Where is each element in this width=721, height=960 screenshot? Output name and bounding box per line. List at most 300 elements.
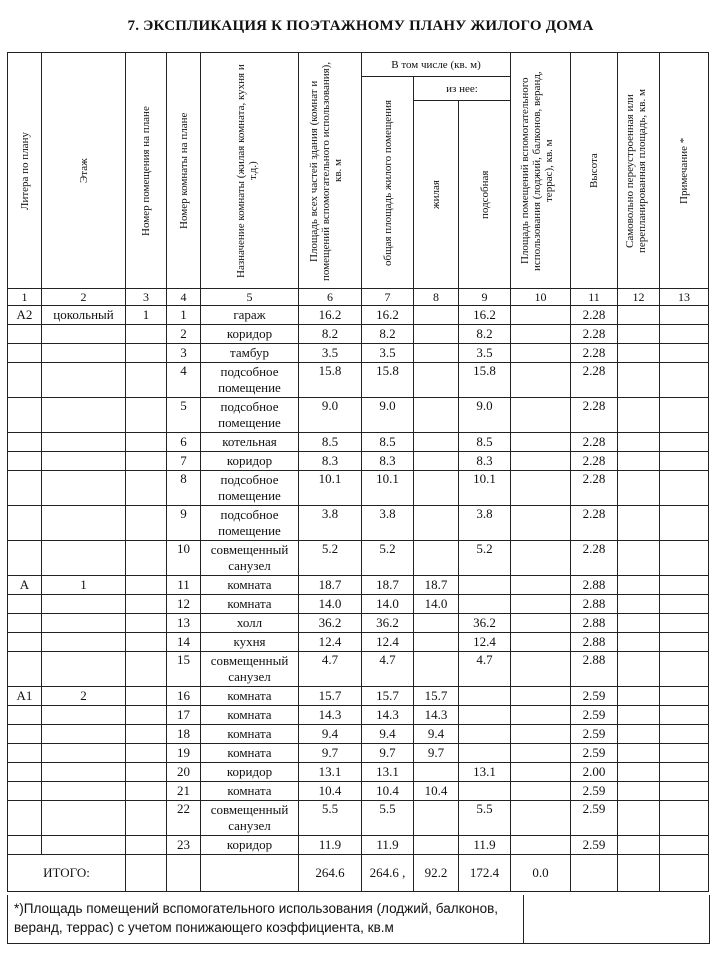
cell-floor: 2 <box>42 687 126 706</box>
table-row <box>8 614 709 633</box>
column-number: 12 <box>618 289 660 306</box>
cell-aux-use <box>511 452 571 471</box>
cell-purpose: комната <box>201 725 299 744</box>
cell-room-no: 6 <box>167 433 201 452</box>
header-liter: Литера по плану <box>8 53 42 289</box>
cell-living <box>414 506 459 541</box>
totals-area: 264.6 <box>299 855 362 892</box>
cell-liter: А2 <box>8 306 42 325</box>
cell-height: 2.59 <box>571 801 618 836</box>
cell-floor <box>42 325 126 344</box>
cell-purpose: подсобное помещение <box>201 398 299 433</box>
cell-floor <box>42 471 126 506</box>
cell-room-no: 2 <box>167 325 201 344</box>
cell-aux-use <box>511 344 571 363</box>
column-number: 10 <box>511 289 571 306</box>
table-row <box>8 687 709 706</box>
cell-floor <box>42 595 126 614</box>
cell-unauthorized <box>618 744 660 763</box>
cell-total-area: 12.4 <box>362 633 414 652</box>
column-number: 9 <box>459 289 511 306</box>
cell-liter <box>8 706 42 725</box>
cell-aux-use <box>511 633 571 652</box>
cell-purpose: холл <box>201 614 299 633</box>
cell-area: 12.4 <box>299 633 362 652</box>
cell-premises-no <box>126 652 167 687</box>
cell-height: 2.00 <box>571 763 618 782</box>
explication-table <box>7 52 709 892</box>
column-number: 6 <box>299 289 362 306</box>
cell-note <box>660 363 709 398</box>
cell-premises-no <box>126 633 167 652</box>
cell-purpose: комната <box>201 782 299 801</box>
cell-area: 8.3 <box>299 452 362 471</box>
cell-auxiliary <box>459 706 511 725</box>
cell-total-area: 9.0 <box>362 398 414 433</box>
cell-premises-no <box>126 576 167 595</box>
cell-unauthorized <box>618 836 660 855</box>
cell-liter: А <box>8 576 42 595</box>
cell-total-area: 9.7 <box>362 744 414 763</box>
header-auxiliary: подсобная <box>459 101 511 289</box>
table-row <box>8 595 709 614</box>
table-row <box>8 325 709 344</box>
cell-premises-no <box>126 725 167 744</box>
cell-living: 10.4 <box>414 782 459 801</box>
cell-aux-use <box>511 433 571 452</box>
cell-room-no: 18 <box>167 725 201 744</box>
cell-area: 5.5 <box>299 801 362 836</box>
table-row <box>8 433 709 452</box>
cell-floor <box>42 706 126 725</box>
cell-area: 3.5 <box>299 344 362 363</box>
cell-total-area: 5.5 <box>362 801 414 836</box>
cell-height: 2.59 <box>571 744 618 763</box>
footnote: *)Площадь помещений вспомогательного использования (лоджий, балконов, веранд, террас) с учетом понижающего коэффициента, кв.м <box>7 895 524 944</box>
cell-total-area: 15.7 <box>362 687 414 706</box>
table-row <box>8 398 709 433</box>
header-area-all: Площадь всех частей здания (комнат и помещений вспомогательного использования), кв. м <box>299 53 362 289</box>
cell-total-area: 13.1 <box>362 763 414 782</box>
cell-height: 2.28 <box>571 452 618 471</box>
cell-room-no: 3 <box>167 344 201 363</box>
table-row <box>8 782 709 801</box>
cell-liter <box>8 344 42 363</box>
cell-auxiliary: 16.2 <box>459 306 511 325</box>
totals-label: ИТОГО: <box>8 855 126 892</box>
cell-premises-no <box>126 344 167 363</box>
cell-note <box>660 452 709 471</box>
cell-aux-use <box>511 836 571 855</box>
cell-aux-use <box>511 576 571 595</box>
cell-living: 9.7 <box>414 744 459 763</box>
cell-floor <box>42 541 126 576</box>
cell-total-area: 5.2 <box>362 541 414 576</box>
cell-total-area: 3.5 <box>362 344 414 363</box>
cell-note <box>660 652 709 687</box>
cell-unauthorized <box>618 576 660 595</box>
cell-note <box>660 471 709 506</box>
cell-area: 8.2 <box>299 325 362 344</box>
cell-floor: 1 <box>42 576 126 595</box>
cell-living <box>414 763 459 782</box>
totals-aux-use: 0.0 <box>511 855 571 892</box>
cell-aux-use <box>511 306 571 325</box>
table-row <box>8 633 709 652</box>
cell-premises-no <box>126 595 167 614</box>
cell-liter <box>8 433 42 452</box>
cell-room-no: 20 <box>167 763 201 782</box>
cell-room-no: 10 <box>167 541 201 576</box>
cell-unauthorized <box>618 687 660 706</box>
cell-height: 2.28 <box>571 398 618 433</box>
cell-room-no: 21 <box>167 782 201 801</box>
cell-premises-no <box>126 836 167 855</box>
cell-unauthorized <box>618 398 660 433</box>
cell-auxiliary: 15.8 <box>459 363 511 398</box>
cell-premises-no <box>126 763 167 782</box>
cell-note <box>660 782 709 801</box>
cell-area: 16.2 <box>299 306 362 325</box>
cell-living <box>414 614 459 633</box>
table-row <box>8 801 709 836</box>
cell-living <box>414 471 459 506</box>
cell-purpose: совмещенный санузел <box>201 652 299 687</box>
cell-total-area: 36.2 <box>362 614 414 633</box>
cell-premises-no <box>126 541 167 576</box>
cell-aux-use <box>511 801 571 836</box>
cell-aux-use <box>511 398 571 433</box>
cell-floor <box>42 633 126 652</box>
cell-room-no: 9 <box>167 506 201 541</box>
header-unauthorized: Самовольно переустроенная или перепланированная площадь, кв. м <box>618 53 660 289</box>
cell-liter: А1 <box>8 687 42 706</box>
cell-auxiliary: 5.2 <box>459 541 511 576</box>
cell-room-no: 14 <box>167 633 201 652</box>
cell-liter <box>8 325 42 344</box>
cell-note <box>660 541 709 576</box>
cell-total-area: 15.8 <box>362 363 414 398</box>
cell-height: 2.59 <box>571 836 618 855</box>
cell-auxiliary: 8.3 <box>459 452 511 471</box>
cell-note <box>660 763 709 782</box>
table-row <box>8 744 709 763</box>
cell-floor <box>42 763 126 782</box>
cell-note <box>660 306 709 325</box>
table-row <box>8 725 709 744</box>
cell-total-area: 14.3 <box>362 706 414 725</box>
cell-area: 9.4 <box>299 725 362 744</box>
cell-area: 3.8 <box>299 506 362 541</box>
cell-total-area: 10.1 <box>362 471 414 506</box>
cell-area: 8.5 <box>299 433 362 452</box>
header-total-area: общая площадь жилого помещения <box>362 77 414 289</box>
cell-liter <box>8 744 42 763</box>
cell-liter <box>8 836 42 855</box>
cell-height: 2.59 <box>571 687 618 706</box>
cell-auxiliary: 11.9 <box>459 836 511 855</box>
cell-height: 2.28 <box>571 471 618 506</box>
cell-area: 36.2 <box>299 614 362 633</box>
cell-auxiliary <box>459 782 511 801</box>
cell-floor <box>42 652 126 687</box>
cell-unauthorized <box>618 652 660 687</box>
cell-auxiliary <box>459 687 511 706</box>
header-living: жилая <box>414 101 459 289</box>
cell-room-no: 12 <box>167 595 201 614</box>
table-row <box>8 344 709 363</box>
cell-height: 2.28 <box>571 306 618 325</box>
cell-room-no: 4 <box>167 363 201 398</box>
cell-premises-no <box>126 433 167 452</box>
cell-unauthorized <box>618 344 660 363</box>
cell-aux-use <box>511 763 571 782</box>
table-row <box>8 836 709 855</box>
cell-area: 10.4 <box>299 782 362 801</box>
cell-liter <box>8 633 42 652</box>
cell-note <box>660 633 709 652</box>
cell-purpose: совмещенный санузел <box>201 541 299 576</box>
cell-area: 15.8 <box>299 363 362 398</box>
cell-height: 2.28 <box>571 363 618 398</box>
totals-total: 264.6 , <box>362 855 414 892</box>
cell-aux-use <box>511 595 571 614</box>
cell-purpose: комната <box>201 576 299 595</box>
cell-auxiliary: 10.1 <box>459 471 511 506</box>
cell-room-no: 17 <box>167 706 201 725</box>
cell-note <box>660 433 709 452</box>
cell-premises-no <box>126 452 167 471</box>
column-number: 11 <box>571 289 618 306</box>
table-row <box>8 541 709 576</box>
cell-height: 2.88 <box>571 633 618 652</box>
cell-area: 9.7 <box>299 744 362 763</box>
cell-purpose: подсобное помещение <box>201 506 299 541</box>
cell-note <box>660 744 709 763</box>
cell-unauthorized <box>618 614 660 633</box>
cell-liter <box>8 763 42 782</box>
cell-floor <box>42 363 126 398</box>
totals-living: 92.2 <box>414 855 459 892</box>
column-number: 13 <box>660 289 709 306</box>
cell-floor: цокольный <box>42 306 126 325</box>
cell-total-area: 8.3 <box>362 452 414 471</box>
cell-auxiliary: 3.8 <box>459 506 511 541</box>
cell-purpose: комната <box>201 687 299 706</box>
column-number: 7 <box>362 289 414 306</box>
cell-premises-no <box>126 687 167 706</box>
cell-height: 2.28 <box>571 325 618 344</box>
cell-liter <box>8 398 42 433</box>
cell-auxiliary: 5.5 <box>459 801 511 836</box>
cell-floor <box>42 744 126 763</box>
table-row <box>8 471 709 506</box>
cell-unauthorized <box>618 633 660 652</box>
cell-premises-no <box>126 801 167 836</box>
cell-aux-use <box>511 652 571 687</box>
cell-height: 2.28 <box>571 344 618 363</box>
cell-premises-no <box>126 744 167 763</box>
cell-living <box>414 452 459 471</box>
cell-purpose: комната <box>201 595 299 614</box>
cell-premises-no <box>126 398 167 433</box>
cell-auxiliary <box>459 595 511 614</box>
table-row <box>8 652 709 687</box>
cell-note <box>660 801 709 836</box>
footnote-side-cell <box>517 895 710 944</box>
cell-premises-no <box>126 706 167 725</box>
cell-note <box>660 325 709 344</box>
cell-living <box>414 363 459 398</box>
cell-living <box>414 801 459 836</box>
cell-living <box>414 398 459 433</box>
document-title: 7. ЭКСПЛИКАЦИЯ К ПОЭТАЖНОМУ ПЛАНУ ЖИЛОГО ДОМА <box>127 18 594 34</box>
cell-area: 18.7 <box>299 576 362 595</box>
cell-aux-use <box>511 541 571 576</box>
cell-purpose: коридор <box>201 452 299 471</box>
cell-unauthorized <box>618 725 660 744</box>
cell-living <box>414 541 459 576</box>
cell-living: 18.7 <box>414 576 459 595</box>
header-of-which: из нее: <box>414 77 511 101</box>
cell-total-area: 18.7 <box>362 576 414 595</box>
cell-liter <box>8 363 42 398</box>
cell-floor <box>42 344 126 363</box>
cell-floor <box>42 398 126 433</box>
header-height: Высота <box>571 53 618 289</box>
header-room-no: Номер комнаты на плане <box>167 53 201 289</box>
cell-unauthorized <box>618 595 660 614</box>
cell-auxiliary: 13.1 <box>459 763 511 782</box>
cell-floor <box>42 725 126 744</box>
cell-liter <box>8 541 42 576</box>
cell-liter <box>8 452 42 471</box>
column-number: 5 <box>201 289 299 306</box>
cell-height: 2.88 <box>571 614 618 633</box>
cell-premises-no <box>126 363 167 398</box>
cell-height: 2.88 <box>571 576 618 595</box>
header-including: В том числе (кв. м) <box>362 53 511 77</box>
cell-unauthorized <box>618 782 660 801</box>
column-number: 3 <box>126 289 167 306</box>
cell-auxiliary <box>459 725 511 744</box>
cell-living: 15.7 <box>414 687 459 706</box>
cell-height: 2.59 <box>571 725 618 744</box>
cell-unauthorized <box>618 452 660 471</box>
cell-room-no: 8 <box>167 471 201 506</box>
cell-aux-use <box>511 744 571 763</box>
cell-total-area: 8.5 <box>362 433 414 452</box>
cell-floor <box>42 836 126 855</box>
cell-purpose: совмещенный санузел <box>201 801 299 836</box>
cell-note <box>660 706 709 725</box>
cell-purpose: коридор <box>201 325 299 344</box>
cell-note <box>660 614 709 633</box>
header-purpose: Назначение комнаты (жилая комната, кухня и т.д.) <box>201 53 299 289</box>
header-note: Примечание * <box>660 53 709 289</box>
cell-note <box>660 506 709 541</box>
cell-auxiliary: 4.7 <box>459 652 511 687</box>
cell-unauthorized <box>618 471 660 506</box>
cell-note <box>660 687 709 706</box>
cell-auxiliary: 8.5 <box>459 433 511 452</box>
cell-purpose: подсобное помещение <box>201 471 299 506</box>
cell-auxiliary <box>459 576 511 595</box>
cell-room-no: 16 <box>167 687 201 706</box>
cell-unauthorized <box>618 801 660 836</box>
cell-liter <box>8 725 42 744</box>
cell-aux-use <box>511 725 571 744</box>
column-number: 1 <box>8 289 42 306</box>
cell-premises-no <box>126 506 167 541</box>
cell-living <box>414 344 459 363</box>
cell-unauthorized <box>618 706 660 725</box>
cell-total-area: 8.2 <box>362 325 414 344</box>
table-row <box>8 452 709 471</box>
table-body <box>8 306 709 855</box>
table-row <box>8 306 709 325</box>
cell-height: 2.59 <box>571 782 618 801</box>
cell-note <box>660 595 709 614</box>
cell-aux-use <box>511 706 571 725</box>
column-number: 2 <box>42 289 126 306</box>
cell-height: 2.59 <box>571 706 618 725</box>
cell-height: 2.28 <box>571 506 618 541</box>
cell-liter <box>8 652 42 687</box>
cell-purpose: подсобное помещение <box>201 363 299 398</box>
cell-purpose: гараж <box>201 306 299 325</box>
totals-aux: 172.4 <box>459 855 511 892</box>
cell-height: 2.28 <box>571 541 618 576</box>
cell-living <box>414 306 459 325</box>
cell-unauthorized <box>618 363 660 398</box>
cell-aux-use <box>511 614 571 633</box>
cell-area: 4.7 <box>299 652 362 687</box>
cell-floor <box>42 801 126 836</box>
cell-unauthorized <box>618 306 660 325</box>
cell-total-area: 3.8 <box>362 506 414 541</box>
cell-purpose: тамбур <box>201 344 299 363</box>
cell-note <box>660 344 709 363</box>
cell-auxiliary: 9.0 <box>459 398 511 433</box>
cell-unauthorized <box>618 541 660 576</box>
cell-area: 14.0 <box>299 595 362 614</box>
cell-liter <box>8 471 42 506</box>
cell-purpose: котельная <box>201 433 299 452</box>
cell-living <box>414 325 459 344</box>
cell-area: 15.7 <box>299 687 362 706</box>
table-row <box>8 576 709 595</box>
cell-room-no: 19 <box>167 744 201 763</box>
cell-liter <box>8 614 42 633</box>
cell-unauthorized <box>618 325 660 344</box>
cell-aux-use <box>511 471 571 506</box>
cell-liter <box>8 782 42 801</box>
cell-height: 2.88 <box>571 652 618 687</box>
column-number: 8 <box>414 289 459 306</box>
header-floor: Этаж <box>42 53 126 289</box>
cell-purpose: коридор <box>201 836 299 855</box>
cell-premises-no: 1 <box>126 306 167 325</box>
cell-room-no: 15 <box>167 652 201 687</box>
cell-living <box>414 836 459 855</box>
cell-liter <box>8 506 42 541</box>
cell-premises-no <box>126 782 167 801</box>
table-row <box>8 763 709 782</box>
cell-room-no: 7 <box>167 452 201 471</box>
cell-unauthorized <box>618 763 660 782</box>
cell-area: 13.1 <box>299 763 362 782</box>
